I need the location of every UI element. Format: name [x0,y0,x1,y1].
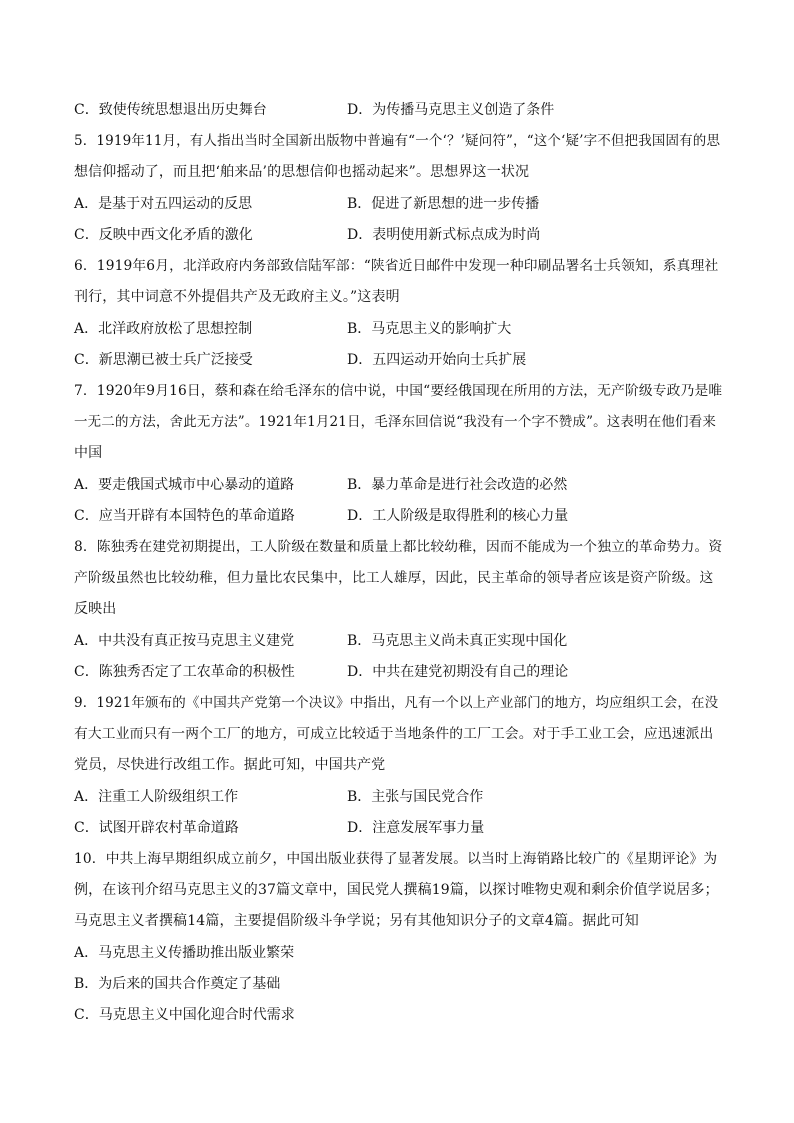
q7-option-c[interactable]: C．应当开辟有本国特色的革命道路 [74,508,295,524]
q5-option-c[interactable]: C．反映中西文化矛盾的激化 [74,227,253,243]
q5-option-d[interactable]: D．表明使用新式标点成为时尚 [347,227,541,243]
q8-stem-line-2: 产阶级虽然也比较幼稚，但力量比农民集中，比工人雄厚，因此，民主革命的领导者应该是资产阶级。这 [74,570,714,586]
prev-option-d[interactable]: D．为传播马克思主义创造了条件 [347,102,555,118]
q7-stem-line-3: 中国 [74,445,103,461]
q7-option-b[interactable]: B．暴力革命是进行社会改造的必然 [347,477,568,493]
q5-option-a[interactable]: A．是基于对五四运动的反思 [74,196,253,212]
q6-stem-line-2: 刊行，其中词意不外提倡共产及无政府主义。”这表明 [74,289,400,305]
q10-option-b[interactable]: B．为后来的国共合作奠定了基础 [74,976,281,992]
q6-option-a[interactable]: A．北洋政府放松了思想控制 [74,321,253,337]
q10-stem-line-2: 例，在该刊介绍马克思主义的37篇文章中，国民党人撰稿19篇，以探讨唯物史观和剩余价值学说居多； [74,882,719,898]
prev-option-c[interactable]: C．致使传统思想退出历史舞台 [74,102,267,118]
q9-stem-line-1: 9．1921年颁布的《中国共产党第一个决议》中指出，凡有一个以上产业部门的地方，均应组织工会，在没 [74,695,719,711]
q6-stem-line-1: 6．1919年6月，北洋政府内务部致信陆军部：“陕省近日邮件中发现一种印刷品署名士兵领知，系真理社 [74,258,719,274]
q9-option-a[interactable]: A．注重工人阶级组织工作 [74,789,239,805]
q7-option-a[interactable]: A．要走俄国式城市中心暴动的道路 [74,477,295,493]
q10-option-c[interactable]: C．马克思主义中国化迎合时代需求 [74,1007,295,1023]
q6-option-d[interactable]: D．五四运动开始向士兵扩展 [347,352,527,368]
q9-option-b[interactable]: B．主张与国民党合作 [347,789,484,805]
q7-stem-line-1: 7．1920年9月16日，蔡和森在给毛泽东的信中说，中国“要经俄国现在所用的方法，无产阶级专政乃是唯 [74,383,723,399]
q8-option-c[interactable]: C．陈独秀否定了工农革命的积极性 [74,664,295,680]
q5-stem-line-2: 想信仰摇动了，而且把‘舶来品’的思想信仰也摇动起来”。思想界这一状况 [74,164,530,180]
q9-stem-line-3: 党员，尽快进行改组工作。据此可知，中国共产党 [74,757,386,773]
q6-option-b[interactable]: B．马克思主义的影响扩大 [347,321,512,337]
q8-option-a[interactable]: A．中共没有真正按马克思主义建党 [74,633,295,649]
q9-option-d[interactable]: D．注意发展军事力量 [347,820,485,836]
q5-option-b[interactable]: B．促进了新思想的进一步传播 [347,196,540,212]
q8-stem-line-1: 8．陈独秀在建党初期提出，工人阶级在数量和质量上都比较幼稚，因而不能成为一个独立的革命势力。资 [74,539,723,555]
q10-stem-line-3: 马克思主义者撰稿14篇，主要提倡阶级斗争学说；另有其他知识分子的文章4篇。据此可知 [74,913,639,929]
q8-stem-line-3: 反映出 [74,601,117,617]
q10-stem-line-1: 10．中共上海早期组织成立前夕，中国出版业获得了显著发展。以当时上海销路比较广的《星期评论》为 [74,851,718,867]
q6-option-c[interactable]: C．新思潮已被士兵广泛接受 [74,352,253,368]
q7-stem-line-2: 一无二的方法，舍此无方法”。1921年1月21日，毛泽东回信说“我没有一个字不赞成”。这表明在他们看来 [74,414,716,430]
q9-stem-line-2: 有大工业而只有一两个工厂的地方，可成立比较适于当地条件的工厂工会。对于手工业工会，应迅速派出 [74,726,714,742]
q8-option-b[interactable]: B．马克思主义尚未真正实现中国化 [347,633,568,649]
q5-stem-line-1: 5．1919年11月，有人指出当时全国新出版物中普遍有“一个‘？’疑问符”，“这个‘疑’字不但把我国固有的思 [74,133,721,149]
q9-option-c[interactable]: C．试图开辟农村革命道路 [74,820,239,836]
q8-option-d[interactable]: D．中共在建党初期没有自己的理论 [347,664,569,680]
q7-option-d[interactable]: D．工人阶级是取得胜利的核心力量 [347,508,569,524]
q10-option-a[interactable]: A．马克思主义传播助推出版业繁荣 [74,945,295,961]
